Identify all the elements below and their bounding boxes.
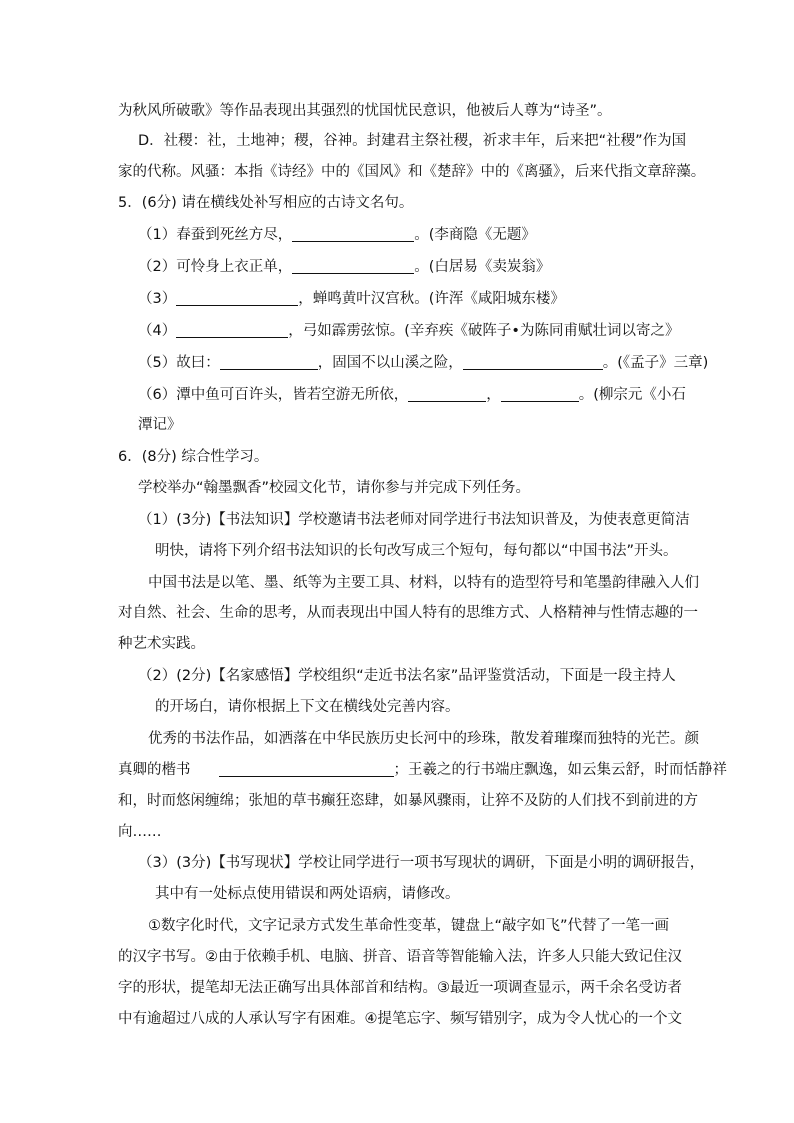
q5-item-5-label: （5）故曰：: [138, 355, 220, 371]
q5-item-3-text: ，蝉鸣黄叶汉宫秋。(许浑《咸阳城东楼》: [298, 291, 565, 307]
q5-item-5: [138, 353, 708, 373]
passage-1-line: 种艺术实践。: [118, 636, 205, 652]
q5-item-1-text: （1）春蚕到死丝方尽，: [138, 227, 293, 243]
q5-item-1-source: 。(李商隐《无题》: [414, 227, 536, 243]
q5-item-4: [138, 321, 679, 341]
q5-item-2-source: 。(白居易《卖炭翁》: [414, 259, 551, 275]
q5-item-6-text: （6）潭中鱼可百许头，皆若空游无所依，: [138, 387, 409, 403]
q5-item-3: [138, 289, 565, 309]
q5-item-6-source-cont: 潭记》: [138, 417, 182, 433]
passage-1-line: 对自然、社会、生命的思考，从而表现出中国人特有的思维方式、人格精神与性情志趣的一: [118, 605, 698, 621]
q5-item-2: [138, 257, 550, 277]
q5-item-2-text: （2）可怜身上衣正单，: [138, 259, 293, 275]
passage-2-line: 优秀的书法作品，如洒落在中华民族历史长河中的珍珠，散发着璀璨而独特的光芒。颜: [148, 731, 699, 747]
question-6-title: 6．(8分) 综合性学习。: [118, 449, 269, 465]
passage-2-text: 真卿的楷书: [118, 762, 191, 778]
passage-3-line: 中有逾超过八成的人承认写字有困难。④提笔忘字、频写错别字，成为令人忧心的一个文: [118, 1011, 682, 1027]
q5-item-5-text: ，固国不以山溪之险，: [317, 355, 463, 371]
q5-item-6-comma: ，: [486, 387, 501, 403]
q6-task-1-cont: 明快，请将下列介绍书法知识的长句改写成三个短句，每句都以“中国书法”开头。: [155, 543, 678, 559]
text-line: 家的代称。风骚：本指《诗经》中的《国风》和《楚辞》中的《离骚》，后来代指文章辞藻。: [118, 164, 706, 180]
q6-task-3-cont: 其中有一处标点使用错误和两处语病，请修改。: [155, 886, 460, 902]
q5-item-4-label: （4）: [138, 323, 177, 339]
option-d-line: D．社稷：社，土地神；稷，谷神。封建君主祭社稷，祈求丰年，后来把“社稷”作为国: [138, 133, 687, 149]
answer-blank[interactable]: [501, 387, 579, 402]
passage-2-text: ；王羲之的行书端庄飘逸，如云集云舒，时而恬静祥: [393, 762, 727, 778]
q6-task-2: （2）(2分)【名家感悟】学校组织“走近书法名家”品评鉴赏活动，下面是一段主持人: [138, 668, 676, 684]
answer-blank[interactable]: [408, 387, 486, 402]
q5-item-5-source: 。(《孟子》三章): [602, 355, 709, 371]
question-5-title: 5．(6分) 请在横线处补写相应的古诗文名句。: [118, 195, 414, 211]
question-6-intro: 学校举办“翰墨飘香”校园文化节，请你参与并完成下列任务。: [138, 480, 531, 496]
passage-3-line: 字的形状，提笔却无法正确写出具体部首和结构。③最近一项调查显示，两千余名受访者: [118, 980, 682, 996]
q5-item-4-text: ，弓如霹雳弦惊。(辛弃疾《破阵子•为陈同甫赋壮词以寄之》: [288, 323, 680, 339]
q6-task-1: （1）(3分)【书法知识】学校邀请书法老师对同学进行书法知识普及，为使表意更简洁: [138, 512, 690, 528]
passage-2-line: [118, 760, 727, 780]
answer-blank[interactable]: [463, 355, 603, 370]
answer-blank[interactable]: [176, 291, 298, 306]
answer-blank[interactable]: [292, 259, 414, 274]
text-line: 为秋风所破歌》等作品表现出其强烈的忧国忧民意识，他被后人尊为“诗圣”。: [118, 103, 612, 119]
answer-blank[interactable]: [176, 323, 288, 338]
passage-2-line: 和，时而悠闲缠绵；张旭的草书癫狂恣肆，如暴风骤雨，让猝不及防的人们找不到前进的方: [118, 793, 698, 809]
answer-blank[interactable]: [292, 227, 414, 242]
answer-blank[interactable]: [220, 355, 318, 370]
passage-1-line: 中国书法是以笔、墨、纸等为主要工具、材料，以特有的造型符号和笔墨韵律融入人们: [148, 575, 699, 591]
answer-blank[interactable]: [219, 762, 394, 777]
q6-task-3: （3）(3分)【书写现状】学校让同学进行一项书写现状的调研，下面是小明的调研报告，: [138, 855, 705, 871]
q5-item-3-label: （3）: [138, 291, 177, 307]
q5-item-1: [138, 225, 536, 245]
passage-2-line: 向……: [118, 824, 162, 840]
q5-item-6: [138, 385, 686, 405]
q6-task-2-cont: 的开场白，请你根据上下文在横线处完善内容。: [155, 699, 460, 715]
q5-item-6-source: 。(柳宗元《小石: [578, 387, 686, 403]
passage-3-line: ①数字化时代，文字记录方式发生革命性变革，键盘上“敲字如飞”代替了一笔一画: [148, 918, 670, 934]
passage-3-line: 的汉字书写。②由于依赖手机、电脑、拼音、语音等智能输入法，许多人只能大致记住汉: [118, 949, 682, 965]
